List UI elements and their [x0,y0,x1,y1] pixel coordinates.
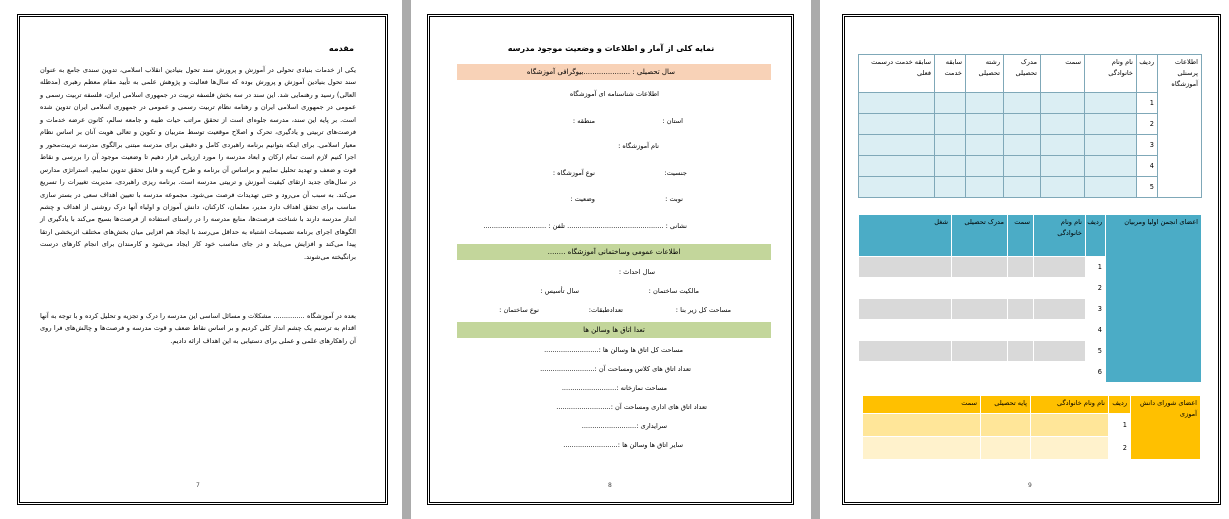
table-row [859,156,1202,177]
row-number: 3 [1137,135,1158,156]
building-type-label: نوع ساختمان : [499,306,539,314]
parents-table-title: اعضای انجمن اولیا ومربیان [1106,215,1202,383]
parents-header-position: سمت [1008,215,1034,257]
row-number: 4 [1086,320,1106,341]
row-number: 2 [1137,114,1158,135]
gender-label: جنسیت: [664,169,687,177]
row-number: 5 [1137,177,1158,198]
staff-table-title: اطلاعات پرسنلی آموزشگاه [1158,55,1202,198]
table-row [859,177,1202,198]
row-number: 1 [1109,414,1131,437]
staff-header-position: سمت [1041,55,1085,93]
construction-year-label: سال احداث : [618,268,655,276]
row-number: 1 [1137,93,1158,114]
stats-heading: نمایه کلی از آمار و اطلاعات و وضعیت موجود مدرسه [507,44,715,53]
page-7 [0,0,402,519]
school-name-label: نام آموزشگاه : [618,142,659,150]
caretaker-line: سرایداری :.......................... [581,422,667,430]
page-number: 8 [608,482,612,489]
row-number: 2 [1086,278,1106,299]
student-header-row-no: ردیف [1109,396,1131,414]
row-number: 2 [1109,437,1131,460]
table-row [859,114,1202,135]
shift-label: نوبت : [665,195,683,203]
staff-table [858,54,1202,198]
student-header-name: نام ونام خانوادگی [1031,396,1109,414]
row-number: 3 [1086,299,1106,320]
building-info-band: اطلاعات عمومی وساختمانی آموزشگاه ........ [457,244,771,260]
page-9 [820,0,1229,519]
parents-header-row-no: ردیف [1086,215,1106,257]
parents-header-job: شغل [859,215,952,257]
intro-paragraph-1: یکی از خدمات بنیادی تحولی در آموزش و پرورش سند تحول بنیادین انقلاب اسلامی، تدوین سندی جامع به عنوان سند تحول بنیادین آموزش و پرورش بوده که سال‌ها فعالیت و پژوهش علمی به تأیید مقام معظم رهبری (مدظله العالی) رسید و رهنمایی شد. این سند در سه بخش فلسفه تربیت در جمهوری اسلامی ایران، فلسفه تربیت رسمی و عمومی در جمهوری اسلامی ایران و رهنامه نظام تربیت رسمی و عمومی در جمهوری اسلامی ایران تدوین شده است. بر پایه این سند، مدرسه جلوه‌ای است از تحقق مراتب حیات طیبه و جامعه سالم، کانون عرضه خدمات و فرصت‌های تربیتی و یادگیری، تحرک و اصلاح موقعیت توسط متربیان و تکوین و تعالی هویت آنان بر اساس نظام معیار اسلامی. برای اینکه بتوانیم برنامه راهبردی کامل و دقیقی برای مدرسه مبتنی برالگوی مدرسه تربیت‌محور و اجرا کنیم لازم است تمام ارکان و ابعاد مدرسه را مورد ارزیابی قرار دهیم تا وضعیت موجود آن را بررسی و نقاط قوت و ضعف و تهدید تحلیل نماییم و براساس آن برنامه و طرح گزینه و قابل تحقق تدوین نماییم. استراتژی مدارس در سال‌های جدید ارتقای کیفیت آموزش و تربیتی مدرسه است. برنامه ریزی راهبردی، مدیریت تغییرات را تسریع می‌کند. به سبب آن می‌رود و حتی تهدیدات فرصت می‌شود. مجموعه مدرسه با تعیین اهداف سعی در بستر سازی مناسب برای تحقق اهداف دارد مدیر، معلمان، کارکنان، دانش آموزان و اولیاء آنها درک روشنی از اهداف و چشم انداز مدرسه دارند با شناخت فرصت‌ها، منابع مدرسه را در راستای استفاده از فرصت‌ها بسیج می‌کند با یادگیری از الگوهای اجرای برنامه تصمیمات اشتباه به حداقل می‌رسد با ایجاد هم افزایی میان بخش‌های مختلف اثربخشی ارتقا پیدا می‌کند و افزایش می‌یابد و در جای مناسب خود کار ایجاد می‌شود و کارمندان برای انجام کارهای درست برانگیخته می‌شوند. [40,66,356,261]
prayer-room-line: مساحت نمازخانه :.......................... [561,384,667,392]
row-number: 6 [1086,362,1106,383]
id-info-heading: اطلاعات شناسنامه ای آموزشگاه [569,90,659,98]
row-number: 5 [1086,341,1106,362]
staff-header-current-service: سابقه خدمت درسمت فعلی [859,55,935,93]
row-number: 1 [1086,257,1106,278]
floors-label: تعدادطبقات: [588,306,623,314]
school-type-label: نوع آموزشگاه : [552,169,595,177]
student-header-grade: پایه تحصیلی [981,396,1031,414]
parents-header-name: نام ونام خانوادگی [1034,215,1086,257]
region-label: منطقه : [572,117,595,125]
parents-header-degree: مدرک تحصیلی [952,215,1008,257]
staff-header-service: سابقه خدمت [935,55,966,93]
status-label: وضعیت : [570,195,595,203]
parents-association-table [858,214,1202,383]
student-table-title: اعضای شورای دانش آموزی [1131,396,1201,460]
intro-paragraph-2: بعده در آموزشگاه ............... مشکلات و مسائل اساسی این مدرسه را درک و تجزیه و تحلیل کرده و با توجه به آنها اقدام به ترسیم یک چشم انداز کلی کردیم و بر اساس نقاط ضعف و قوت مدرسه و فرصت‌ها و چالش‌های فرا روی آن راهکارهای علمی و عملی برای دستیابی به این اهداف ارائه دادیم. [40,312,356,345]
staff-header-row-no: ردیف [1137,55,1158,93]
staff-header-degree: مدرک تحصیلی [1004,55,1041,93]
student-council-table [862,395,1201,460]
intro-heading: مقدمه [328,44,354,53]
row-number: 4 [1137,156,1158,177]
rooms-area-line: مساحت کل اتاق ها وسالن ها :.......................... [544,346,683,354]
page-8 [411,0,811,519]
page-number: 7 [196,482,200,489]
table-row [859,135,1202,156]
founding-year-label: سال تأسیس : [540,287,579,295]
school-bio-band: سال تحصیلی : .....................بیوگرافی آموزشگاه [457,64,771,80]
staff-header-field: رشته تحصیلی [966,55,1004,93]
other-rooms-line: سایر اتاق ها وسالن ها :.......................... [563,441,683,449]
table-row [859,93,1202,114]
student-header-position: سمت [863,396,981,414]
staff-header-name: نام ونام خانوادگی [1085,55,1137,93]
page-number: 9 [1028,482,1032,489]
classrooms-line: تعداد اتاق های کلاس ومساحت آن :.......................... [540,365,691,373]
floor-area-label: مساحت کل زیر بنا : [675,306,731,314]
address-phone-line: نشانی : .............................................. تلفن : .............................. [483,222,687,230]
province-label: استان : [662,117,683,125]
rooms-band: تعدا اتاق ها وسالن ها [457,322,771,338]
office-rooms-line: تعداد اتاق های اداری ومساحت آن :.......................... [556,403,707,411]
ownership-label: مالکیت ساختمان : [648,287,699,295]
